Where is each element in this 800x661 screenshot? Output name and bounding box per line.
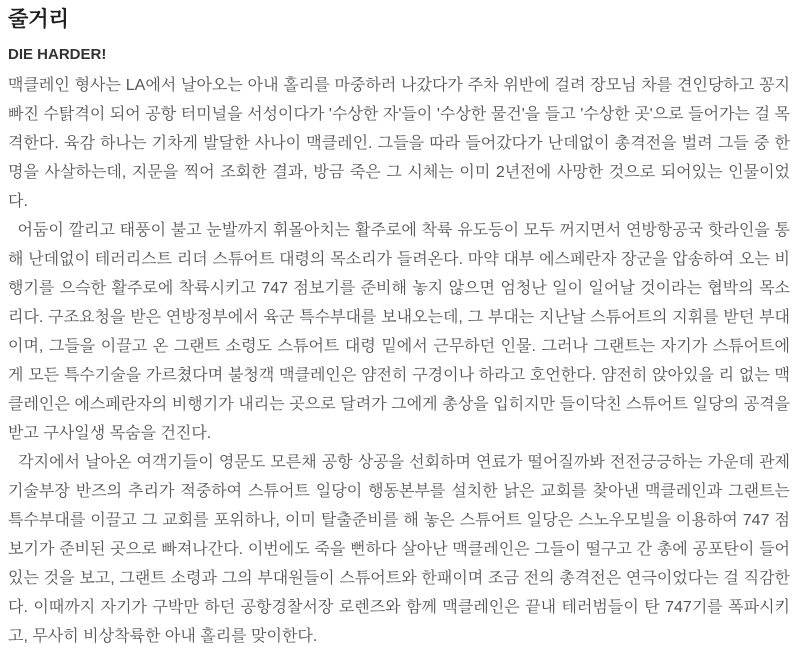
synopsis-paragraph: 어둠이 깔리고 태풍이 불고 눈발까지 휘몰아치는 활주로에 착륙 유도등이 모두 꺼지면서 연방항공국 핫라인을 통해 난데없이 테러리스트 리더 스튜어트 대령의 목소리가 들려온다. 마약 대부 에스페란자 장군을 압송하여 오는 비행기를 으슥한 활주로에 착륙시키고 747 점보기를 준비해 놓지 않으면 엄청난 일이 일어날 것이라는 협박의 목소리다. 구조요청을 받은 연방정부에서 육군 특수부대를 보내오는데, 그 부대는 지난날 스튜어트의 지휘를 받던 부대이며, 그들을 이끌고 온 그랜트 소령도 스튜어트 대령 밑에서 근무하던 인물. 그러나 그랜트는 자기가 스튜어트에게 모든 특수기술을 가르쳤다며 불청객 맥클레인은 얌전히 구경이나 하라고 호언한다. 얌전히 앉아있을 리 없는 맥클레인은 에스페란자의 비행기가 내리는 곳으로 달려가 그에게 총상을 입히지만 들이닥친 스튜어트 일당의 공격을 받고 구사일생 목숨을 건진다. [8, 222, 795, 442]
synopsis-paragraph: 맥클레인 형사는 LA에서 날아오는 아내 홀리를 마중하러 나갔다가 주차 위반에 걸려 장모님 차를 견인당하고 꽁지 빠진 수탉격이 되어 공항 터미널을 서성이다가 '수상한 자'들이 '수상한 물건'을 들고 '수상한 곳'으로 들어가는 걸 목격한다. 육감 하나는 기차게 발달한 사나이 맥클레인. 그들을 따라 들어갔다가 난데없이 총격전을 벌려 그들 중 한명을 사살하는데, 지문을 찍어 조회한 결과, 방금 죽은 그 시체는 이미 2년전에 사망한 것으로 되어있는 인물이었다. [8, 77, 795, 210]
synopsis-paragraph: 각지에서 날아온 여객기들이 영문도 모른채 공항 상공을 선회하며 연료가 떨어질까봐 전전긍긍하는 가운데 관제기술부장 반즈의 추리가 적중하여 스튜어트 일당이 행동본부를 설치한 낡은 교회를 찾아낸 맥클레인과 그랜트는 특수부대를 이끌고 그 교회를 포위하나, 이미 탈출준비를 해 놓은 스튜어트 일당은 스노우모빌을 이용하여 747 점보기가 준비된 곳으로 빠져나간다. 이번에도 죽을 뻔하다 살아난 맥클레인은 그들이 떨구고 간 총에 공포탄이 들어있는 것을 보고, 그랜트 소령과 그의 부대원들이 스튜어트와 한패이며 조금 전의 총격전은 연극이었다는 걸 직감한다. 이때까지 자기가 구박만 하던 공항경찰서장 로렌즈와 함께 맥클레인은 끝내 테러범들이 탄 747기를 폭파시키고, 무사히 비상착륙한 아내 홀리를 맞이한다. [8, 454, 795, 645]
movie-tagline: DIE HARDER! [8, 46, 107, 63]
synopsis-body [8, 71, 795, 651]
section-title: 줄거리 [8, 8, 69, 31]
